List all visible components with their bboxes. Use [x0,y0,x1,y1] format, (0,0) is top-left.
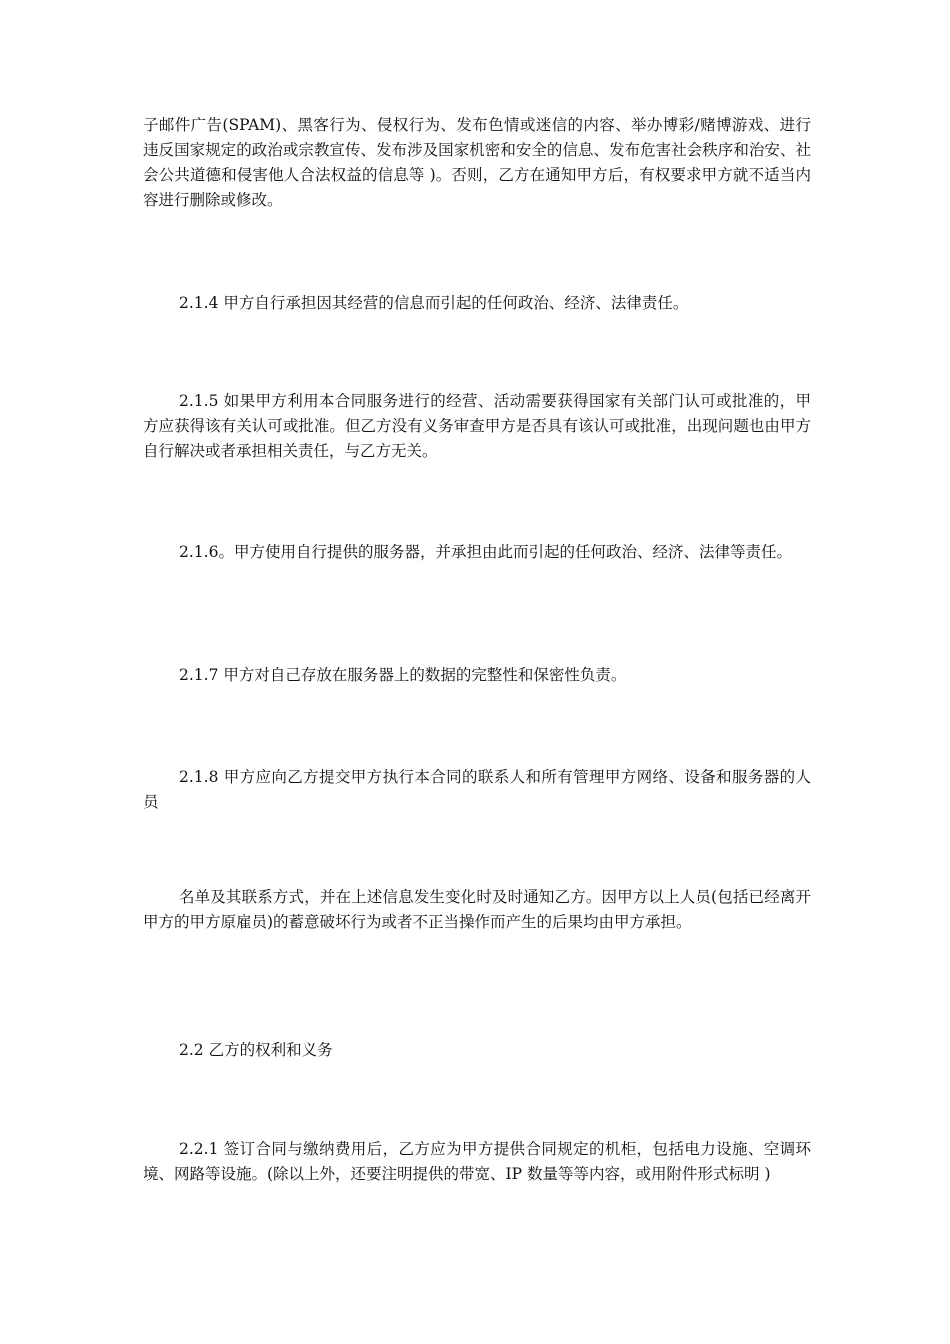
paragraph-continuation: 子邮件广告(SPAM)、黑客行为、侵权行为、发布色情或迷信的内容、举办博彩/赌博游戏、进行违反国家规定的政治或宗教宣传、发布涉及国家机密和安全的信息、发布危害社会秩序和治安、社会公共道德和侵害他人合法权益的信息等 )。否则，乙方在通知甲方后，有权要求甲方就不适当内容进行删除或修改。 [143,116,811,209]
section-heading-2-2: 2.2 乙方的权利和义务 [179,1041,333,1059]
clause-2-1-5: 2.1.5 如果甲方利用本合同服务进行的经营、活动需要获得国家有关部门认可或批准的，甲方应获得该有关认可或批准。但乙方没有义务审查甲方是否具有该认可或批准，出现问题也由甲方自行解决或者承担相关责任，与乙方无关。 [143,392,811,460]
clause-2-1-6: 2.1.6。甲方使用自行提供的服务器，并承担由此而引起的任何政治、经济、法律等责任。 [179,543,792,561]
clause-2-1-4: 2.1.4 甲方自行承担因其经营的信息而引起的任何政治、经济、法律责任。 [179,294,689,312]
clause-2-1-7: 2.1.7 甲方对自己存放在服务器上的数据的完整性和保密性负责。 [179,666,627,684]
clause-2-2-1: 2.2.1 签订合同与缴纳费用后，乙方应为甲方提供合同规定的机柜，包括电力设施、空调环境、网路等设施。(除以上外，还要注明提供的带宽、IP 数量等等内容，或用附件形式标明 ) [143,1140,811,1183]
clause-2-1-8: 2.1.8 甲方应向乙方提交甲方执行本合同的联系人和所有管理甲方网络、设备和服务器的人员 [143,768,811,811]
clause-2-1-8-continued: 名单及其联系方式，并在上述信息发生变化时及时通知乙方。因甲方以上人员(包括已经离开甲方的甲方原雇员)的蓄意破坏行为或者不正当操作而产生的后果均由甲方承担。 [143,888,811,931]
